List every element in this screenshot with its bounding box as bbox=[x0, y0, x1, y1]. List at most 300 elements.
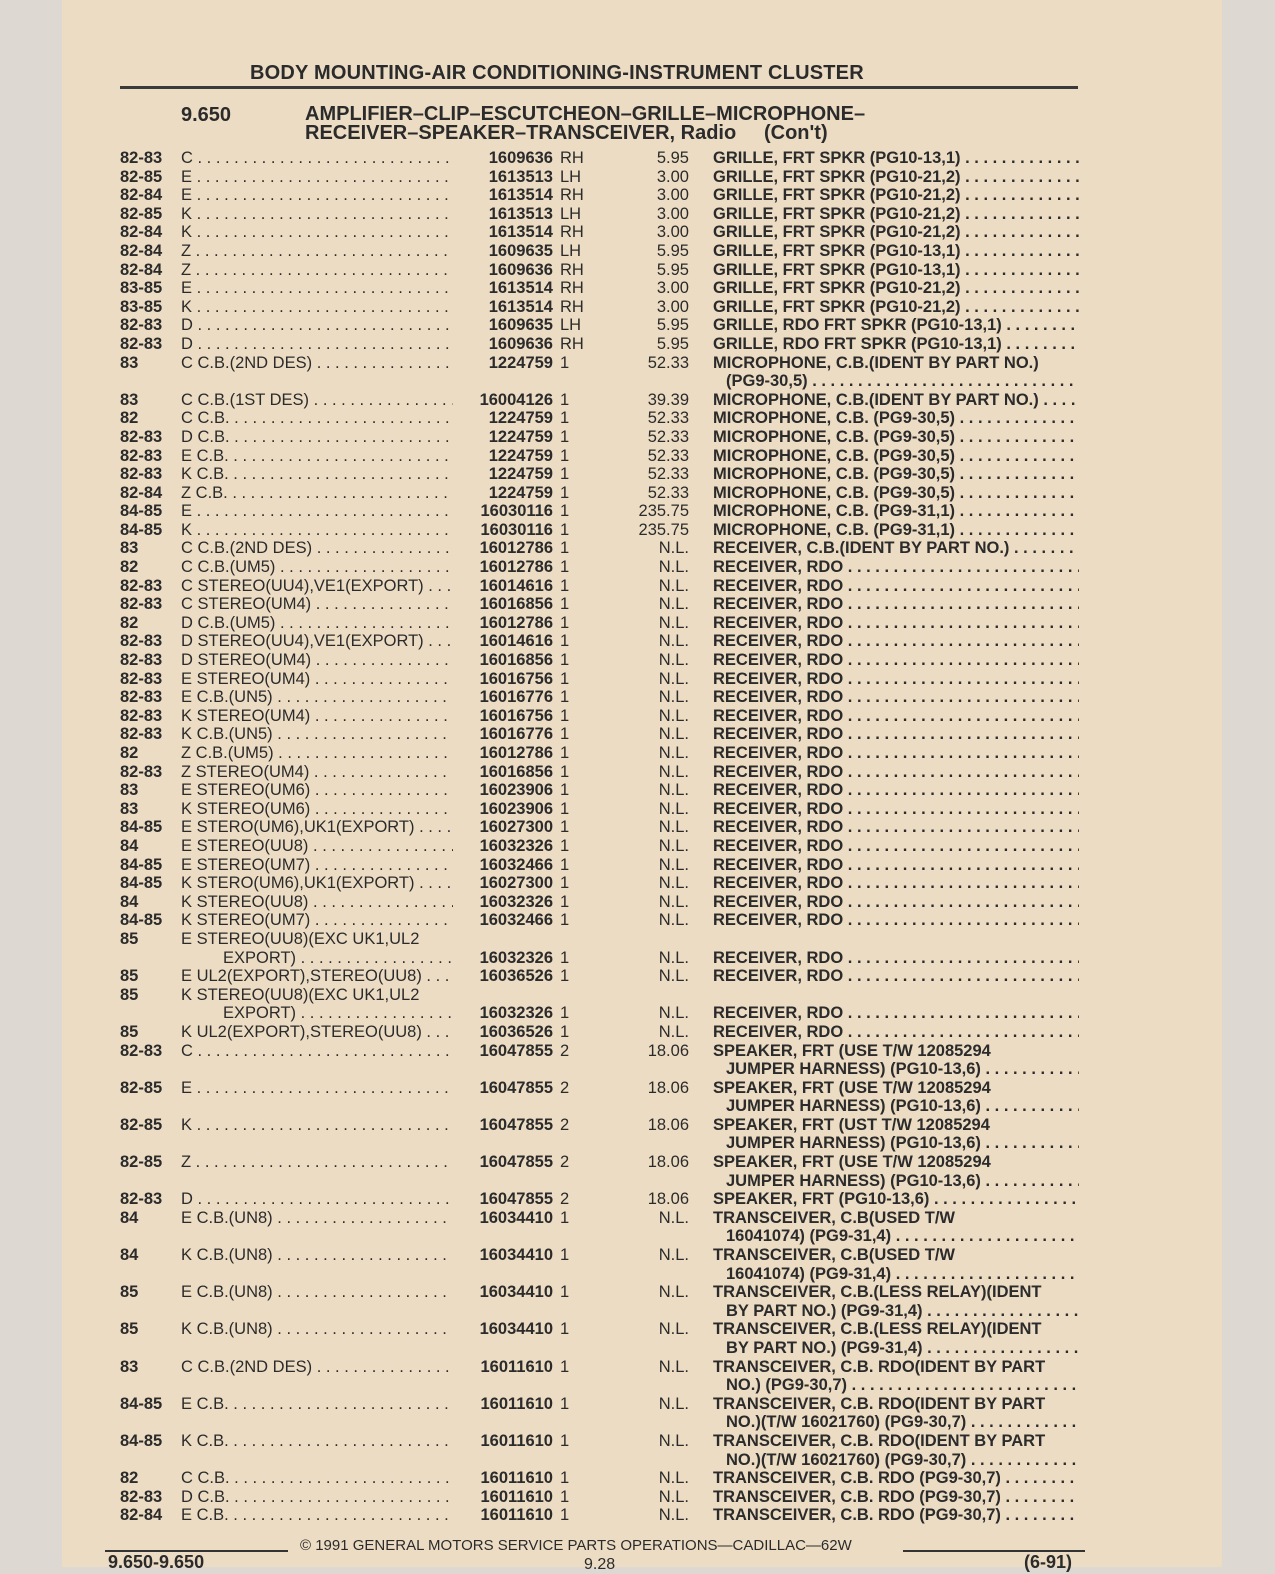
row-model-text: C STEREO(UM4) . . . bbox=[181, 595, 453, 613]
table-row bbox=[0, 186, 1275, 205]
row-years: 82-83 bbox=[120, 1190, 163, 1209]
row-model-text: Z . . . bbox=[181, 1153, 453, 1171]
table-row bbox=[0, 205, 1275, 224]
row-model bbox=[181, 447, 453, 466]
table-row bbox=[0, 261, 1275, 280]
row-description bbox=[713, 856, 1079, 875]
row-price: N.L. bbox=[658, 576, 689, 595]
row-years: 85 bbox=[120, 985, 139, 1004]
row-description bbox=[713, 261, 1079, 280]
row-model-text: E STERO(UM6),UK1(EXPORT) . . . bbox=[181, 818, 453, 836]
table-row bbox=[0, 391, 1275, 410]
row-years: 82-83 bbox=[120, 446, 163, 465]
row-model-text: K STEREO(UU8)(EXC UK1,UL2 bbox=[181, 985, 420, 1004]
row-description bbox=[713, 354, 1079, 391]
row-price: N.L. bbox=[658, 744, 689, 762]
row-quantity: 1 bbox=[560, 483, 570, 502]
table-row bbox=[0, 1190, 1275, 1209]
row-years: 84-85 bbox=[120, 520, 163, 539]
row-price: N.L. bbox=[658, 1246, 689, 1265]
row-description bbox=[713, 688, 1079, 707]
row-model bbox=[181, 688, 453, 707]
row-price: 18.06 bbox=[647, 1041, 689, 1060]
row-description-text: GRILLE, FRT SPKR (PG10-21,2) . . . bbox=[713, 168, 1079, 187]
row-model bbox=[181, 967, 453, 986]
row-model bbox=[181, 242, 453, 261]
row-years: 84-85 bbox=[120, 874, 163, 893]
row-price: N.L. bbox=[658, 632, 689, 651]
table-row bbox=[0, 1023, 1275, 1042]
row-quantity: 1 bbox=[560, 651, 570, 670]
row-description bbox=[713, 1283, 1079, 1320]
row-description-text: GRILLE, FRT SPKR (PG10-21,2) . . . bbox=[713, 223, 1079, 242]
table-row bbox=[0, 930, 1275, 967]
row-price: 5.95 bbox=[656, 241, 689, 260]
row-part-number: 16032326 bbox=[479, 948, 553, 967]
row-model bbox=[181, 316, 453, 335]
row-price: 52.33 bbox=[647, 427, 689, 446]
row-years: 82-83 bbox=[120, 1487, 163, 1506]
table-row bbox=[0, 539, 1275, 558]
row-quantity: 1 bbox=[560, 1469, 570, 1488]
row-model-text: Z . . . bbox=[181, 261, 453, 279]
row-price: N.L. bbox=[658, 892, 689, 911]
row-price: 235.75 bbox=[638, 520, 689, 539]
row-years: 82-83 bbox=[120, 725, 163, 744]
row-model-text: E C.B.(UN5) . . . bbox=[181, 688, 453, 706]
table-row bbox=[0, 168, 1275, 187]
row-years: 85 bbox=[120, 1283, 139, 1302]
row-model bbox=[181, 205, 453, 224]
row-model-text-cont: EXPORT) . . . bbox=[181, 1004, 453, 1023]
row-model bbox=[181, 632, 453, 651]
table-row bbox=[0, 1283, 1275, 1320]
row-years: 82-84 bbox=[120, 260, 163, 279]
row-description-text: RECEIVER, RDO . . . bbox=[713, 632, 1079, 651]
row-years: 85 bbox=[120, 1320, 139, 1339]
row-description-text: GRILLE, FRT SPKR (PG10-21,2) . . . bbox=[713, 205, 1079, 224]
row-price: N.L. bbox=[658, 688, 689, 707]
row-description bbox=[713, 725, 1079, 744]
row-quantity: 1 bbox=[560, 781, 570, 800]
row-years: 84-85 bbox=[120, 911, 163, 930]
row-quantity: 1 bbox=[560, 502, 570, 521]
row-years: 83 bbox=[120, 539, 139, 558]
row-price: N.L. bbox=[658, 1320, 689, 1339]
table-row bbox=[0, 1488, 1275, 1507]
row-model-text: K C.B.(UN8) . . . bbox=[181, 1320, 453, 1338]
row-quantity: RH bbox=[560, 279, 584, 298]
row-years: 83 bbox=[120, 390, 139, 409]
row-description bbox=[713, 670, 1079, 689]
row-description bbox=[713, 837, 1079, 856]
row-price: 18.06 bbox=[647, 1078, 689, 1097]
row-part-number: 16032326 bbox=[479, 892, 553, 911]
row-years: 84 bbox=[120, 892, 139, 911]
row-part-number: 1613514 bbox=[488, 186, 553, 205]
row-model bbox=[181, 1358, 453, 1377]
row-description bbox=[713, 967, 1079, 986]
row-quantity: 1 bbox=[560, 874, 570, 893]
row-quantity: RH bbox=[560, 223, 584, 242]
row-part-number: 16034410 bbox=[479, 1246, 553, 1265]
row-quantity: 1 bbox=[560, 855, 570, 874]
row-quantity: 2 bbox=[560, 1078, 570, 1097]
row-years: 84-85 bbox=[120, 855, 163, 874]
row-price: N.L. bbox=[658, 1506, 689, 1525]
row-model bbox=[181, 1320, 453, 1339]
row-price: 18.06 bbox=[647, 1153, 689, 1172]
row-model-text: K . . . bbox=[181, 298, 453, 316]
row-quantity: 1 bbox=[560, 1320, 570, 1339]
row-description-text: RECEIVER, RDO . . . bbox=[713, 967, 1079, 986]
row-quantity: 2 bbox=[560, 1041, 570, 1060]
row-quantity: 1 bbox=[560, 465, 570, 484]
row-description bbox=[713, 242, 1079, 261]
row-model-text: C C.B. . . . bbox=[181, 1469, 453, 1487]
row-years: 84 bbox=[120, 836, 139, 855]
row-model-text: D STEREO(UM4) . . . bbox=[181, 651, 453, 669]
row-price: 5.95 bbox=[656, 316, 689, 335]
row-model-text: C C.B.(2ND DES) . . . bbox=[181, 539, 453, 557]
row-model-text: D . . . bbox=[181, 316, 453, 334]
row-part-number: 16011610 bbox=[480, 1506, 553, 1525]
row-description-text: RECEIVER, RDO . . . bbox=[713, 818, 1079, 837]
row-description bbox=[713, 893, 1079, 912]
row-model bbox=[181, 595, 453, 614]
row-model bbox=[181, 1395, 453, 1414]
table-row bbox=[0, 558, 1275, 577]
row-part-number: 16011610 bbox=[480, 1469, 553, 1488]
table-row bbox=[0, 986, 1275, 1023]
row-description bbox=[713, 1432, 1079, 1469]
row-description-text-cont: JUMPER HARNESS) (PG10-13,6) . . . bbox=[713, 1060, 1079, 1079]
row-part-number: 16047855 bbox=[479, 1115, 553, 1134]
row-quantity: 1 bbox=[560, 446, 570, 465]
row-model-text: K C.B. . . . bbox=[181, 1432, 453, 1450]
row-description bbox=[713, 186, 1079, 205]
row-model-text: K . . . bbox=[181, 223, 453, 241]
row-part-number: 16030116 bbox=[480, 520, 553, 539]
row-price: N.L. bbox=[658, 799, 689, 818]
table-row bbox=[0, 874, 1275, 893]
row-part-number: 16014616 bbox=[479, 576, 553, 595]
row-model-text: K C.B.(UN8) . . . bbox=[181, 1246, 453, 1264]
header-rule bbox=[120, 86, 1078, 89]
row-description-text-cont: JUMPER HARNESS) (PG10-13,6) . . . bbox=[713, 1097, 1079, 1116]
row-part-number: 16032326 bbox=[479, 1004, 553, 1023]
section-title-line1: AMPLIFIER–CLIP–ESCUTCHEON–GRILLE–MICROPHONE– bbox=[305, 103, 866, 125]
row-description-text: RECEIVER, RDO . . . bbox=[713, 595, 1079, 614]
row-years: 82-85 bbox=[120, 1115, 163, 1134]
row-description-text: RECEIVER, C.B.(IDENT BY PART NO.) . . . bbox=[713, 539, 1079, 558]
table-row bbox=[0, 223, 1275, 242]
row-quantity: 1 bbox=[560, 967, 570, 986]
row-model-text: C . . . bbox=[181, 149, 453, 167]
row-price: 52.33 bbox=[647, 465, 689, 484]
row-description bbox=[713, 1023, 1079, 1042]
row-part-number: 16034410 bbox=[479, 1283, 553, 1302]
row-price: N.L. bbox=[658, 836, 689, 855]
row-description-text: RECEIVER, RDO . . . bbox=[713, 1023, 1079, 1042]
row-model-text: E C.B. . . . bbox=[181, 1506, 453, 1524]
row-quantity: LH bbox=[560, 167, 582, 186]
section-number: 9.650 bbox=[181, 104, 232, 126]
row-description-text: RECEIVER, RDO . . . bbox=[713, 763, 1079, 782]
row-description-text: MICROPHONE, C.B. (PG9-31,1) . . . bbox=[713, 521, 1079, 540]
row-model bbox=[181, 335, 453, 354]
table-row bbox=[0, 354, 1275, 391]
row-part-number: 16016856 bbox=[479, 595, 553, 614]
row-model bbox=[181, 837, 453, 856]
row-part-number: 16027300 bbox=[479, 874, 553, 893]
row-part-number: 16023906 bbox=[479, 799, 553, 818]
row-model bbox=[181, 1488, 453, 1507]
row-model bbox=[181, 391, 453, 410]
row-quantity: 1 bbox=[560, 1357, 570, 1376]
row-quantity: 2 bbox=[560, 1115, 570, 1134]
row-model-text: Z C.B. . . . bbox=[181, 484, 453, 502]
row-model-text: K STEREO(UU8) . . . bbox=[181, 893, 453, 911]
row-years: 84-85 bbox=[120, 502, 163, 521]
row-model bbox=[181, 986, 453, 1023]
row-model-text: D C.B. . . . bbox=[181, 1488, 453, 1506]
row-quantity: 1 bbox=[560, 1246, 570, 1265]
row-part-number: 16016776 bbox=[479, 688, 553, 707]
row-model-text: C C.B.(2ND DES) . . . bbox=[181, 354, 453, 372]
row-quantity: 1 bbox=[560, 595, 570, 614]
row-model-text: E UL2(EXPORT),STEREO(UU8) . . . bbox=[181, 967, 453, 985]
row-description bbox=[713, 1469, 1079, 1488]
row-part-number: 16032326 bbox=[479, 836, 553, 855]
footer-section-range: 9.650-9.650 bbox=[108, 1552, 205, 1572]
row-years: 82-84 bbox=[120, 186, 163, 205]
row-years: 82-85 bbox=[120, 167, 163, 186]
row-part-number: 16016756 bbox=[479, 706, 553, 725]
row-model bbox=[181, 856, 453, 875]
table-row bbox=[0, 800, 1275, 819]
row-model bbox=[181, 744, 453, 763]
row-quantity: 1 bbox=[560, 688, 570, 707]
row-description bbox=[713, 391, 1079, 410]
row-price: N.L. bbox=[658, 1487, 689, 1506]
row-model-text: C C.B. . . . bbox=[181, 409, 453, 427]
row-years: 84-85 bbox=[120, 1394, 163, 1413]
row-years: 83 bbox=[120, 1357, 139, 1376]
row-years: 85 bbox=[120, 967, 139, 986]
row-description-text: MICROPHONE, C.B. (PG9-31,1) . . . bbox=[713, 502, 1079, 521]
row-price: N.L. bbox=[658, 558, 689, 577]
row-description-text: MICROPHONE, C.B.(IDENT BY PART NO.) bbox=[713, 353, 1039, 372]
row-description-text: TRANSCEIVER, C.B.(LESS RELAY)(IDENT bbox=[713, 1283, 1042, 1302]
row-model bbox=[181, 261, 453, 280]
row-model-text: E . . . bbox=[181, 279, 453, 297]
table-row bbox=[0, 632, 1275, 651]
table-row bbox=[0, 279, 1275, 298]
row-model-text: E STEREO(UU8) . . . bbox=[181, 837, 453, 855]
row-model bbox=[181, 911, 453, 930]
row-description-text-cont: BY PART NO.) (PG9-31,4) . . . bbox=[713, 1339, 1079, 1358]
row-years: 82-83 bbox=[120, 316, 163, 335]
row-years: 85 bbox=[120, 929, 139, 948]
row-price: N.L. bbox=[658, 725, 689, 744]
row-quantity: 1 bbox=[560, 706, 570, 725]
row-model-text: E STEREO(UM4) . . . bbox=[181, 670, 453, 688]
row-price: N.L. bbox=[658, 911, 689, 930]
table-row bbox=[0, 149, 1275, 168]
row-part-number: 1609636 bbox=[488, 334, 553, 353]
section-title-line2: RECEIVER–SPEAKER–TRANSCEIVER, Radio (Con't) bbox=[305, 122, 828, 144]
row-model-text: K STEREO(UM6) . . . bbox=[181, 800, 453, 818]
row-description bbox=[713, 1190, 1079, 1209]
row-years: 82-83 bbox=[120, 632, 163, 651]
row-model-text: K C.B.(UN5) . . . bbox=[181, 725, 453, 743]
row-quantity: 1 bbox=[560, 1004, 570, 1023]
row-description-text: GRILLE, RDO FRT SPKR (PG10-13,1) . . . bbox=[713, 335, 1079, 354]
row-description-text: SPEAKER, FRT (USE T/W 12085294 bbox=[713, 1078, 991, 1097]
row-price: 3.00 bbox=[656, 167, 689, 186]
row-years: 82-84 bbox=[120, 1506, 163, 1525]
row-description bbox=[713, 1116, 1079, 1153]
row-description-text-cont: 16041074) (PG9-31,4) . . . bbox=[713, 1227, 1079, 1246]
row-quantity: 1 bbox=[560, 1394, 570, 1413]
row-model-text: D C.B.(UM5) . . . bbox=[181, 614, 453, 632]
row-price: N.L. bbox=[658, 1394, 689, 1413]
row-part-number: 1224759 bbox=[488, 409, 553, 428]
row-part-number: 16014616 bbox=[479, 632, 553, 651]
row-model-text: K C.B. . . . bbox=[181, 465, 453, 483]
row-model bbox=[181, 354, 453, 373]
row-quantity: 1 bbox=[560, 892, 570, 911]
row-model-text: D C.B. . . . bbox=[181, 428, 453, 446]
row-years: 82-83 bbox=[120, 762, 163, 781]
row-years: 82-85 bbox=[120, 204, 163, 223]
table-row bbox=[0, 688, 1275, 707]
row-description-text: MICROPHONE, C.B. (PG9-30,5) . . . bbox=[713, 447, 1079, 466]
row-model-text: K STEREO(UM7) . . . bbox=[181, 911, 453, 929]
row-quantity: 1 bbox=[560, 632, 570, 651]
row-price: N.L. bbox=[658, 651, 689, 670]
row-part-number: 16032466 bbox=[479, 911, 553, 930]
row-price: 3.00 bbox=[656, 297, 689, 316]
row-model bbox=[181, 168, 453, 187]
table-row bbox=[0, 818, 1275, 837]
row-description-text: RECEIVER, RDO . . . bbox=[713, 781, 1079, 800]
row-description-text: MICROPHONE, C.B.(IDENT BY PART NO.) . . . bbox=[713, 391, 1079, 410]
row-model bbox=[181, 428, 453, 447]
row-price: 52.33 bbox=[647, 483, 689, 502]
row-model bbox=[181, 670, 453, 689]
row-model-text: K . . . bbox=[181, 1116, 453, 1134]
row-description-text-cont: NO.)(T/W 16021760) (PG9-30,7) . . . bbox=[713, 1413, 1079, 1432]
row-years: 83 bbox=[120, 353, 139, 372]
row-model-text: E . . . bbox=[181, 1079, 453, 1097]
table-row bbox=[0, 1320, 1275, 1357]
row-description-text: RECEIVER, RDO . . . bbox=[713, 670, 1079, 689]
row-part-number: 1224759 bbox=[488, 427, 553, 446]
table-row bbox=[0, 651, 1275, 670]
row-part-number: 16032466 bbox=[479, 855, 553, 874]
row-description bbox=[713, 781, 1079, 800]
table-row bbox=[0, 298, 1275, 317]
table-row bbox=[0, 1153, 1275, 1190]
row-model bbox=[181, 1116, 453, 1135]
table-row bbox=[0, 1395, 1275, 1432]
row-price: N.L. bbox=[658, 669, 689, 688]
row-quantity: 1 bbox=[560, 1431, 570, 1450]
row-quantity: 1 bbox=[560, 669, 570, 688]
row-description bbox=[713, 800, 1079, 819]
row-years: 82 bbox=[120, 409, 139, 428]
row-price: N.L. bbox=[658, 1004, 689, 1023]
row-model bbox=[181, 186, 453, 205]
row-model-text: K STEREO(UM4) . . . bbox=[181, 707, 453, 725]
table-row bbox=[0, 465, 1275, 484]
row-model bbox=[181, 1506, 453, 1525]
row-description bbox=[713, 149, 1079, 168]
row-part-number: 1613513 bbox=[488, 204, 553, 223]
table-row bbox=[0, 1432, 1275, 1469]
table-row bbox=[0, 595, 1275, 614]
row-description-text: RECEIVER, RDO . . . bbox=[713, 949, 1079, 967]
row-description-text: RECEIVER, RDO . . . bbox=[713, 856, 1079, 875]
row-part-number: 16016776 bbox=[479, 725, 553, 744]
row-description bbox=[713, 539, 1079, 558]
row-description-text: GRILLE, FRT SPKR (PG10-21,2) . . . bbox=[713, 298, 1079, 317]
row-years: 82-84 bbox=[120, 241, 163, 260]
row-description bbox=[713, 205, 1079, 224]
row-description bbox=[713, 465, 1079, 484]
row-years: 82-83 bbox=[120, 651, 163, 670]
row-part-number: 1609635 bbox=[488, 316, 553, 335]
row-price: N.L. bbox=[658, 613, 689, 632]
row-model-text: E STEREO(UU8)(EXC UK1,UL2 bbox=[181, 929, 420, 948]
row-description-text: MICROPHONE, C.B. (PG9-30,5) . . . bbox=[713, 428, 1079, 447]
row-part-number: 16047855 bbox=[479, 1153, 553, 1172]
table-row bbox=[0, 1042, 1275, 1079]
row-model bbox=[181, 577, 453, 596]
row-description bbox=[713, 949, 1079, 968]
row-part-number: 1224759 bbox=[488, 446, 553, 465]
row-years: 83-85 bbox=[120, 279, 163, 298]
row-quantity: 1 bbox=[560, 725, 570, 744]
table-row bbox=[0, 502, 1275, 521]
row-model bbox=[181, 930, 453, 967]
row-description-text: RECEIVER, RDO . . . bbox=[713, 558, 1079, 577]
row-model-text: K . . . bbox=[181, 521, 453, 539]
row-part-number: 1609636 bbox=[488, 260, 553, 279]
row-description-text: RECEIVER, RDO . . . bbox=[713, 725, 1079, 744]
table-row bbox=[0, 484, 1275, 503]
row-model bbox=[181, 1209, 453, 1228]
row-model bbox=[181, 558, 453, 577]
row-description bbox=[713, 874, 1079, 893]
row-part-number: 1224759 bbox=[488, 465, 553, 484]
row-description bbox=[713, 1246, 1079, 1283]
row-price: 3.00 bbox=[656, 204, 689, 223]
footer-page-number: 9.28 bbox=[584, 1556, 616, 1573]
row-part-number: 16036526 bbox=[479, 967, 553, 986]
row-years: 82-84 bbox=[120, 483, 163, 502]
row-description-text: SPEAKER, FRT (USE T/W 12085294 bbox=[713, 1153, 991, 1172]
row-quantity: RH bbox=[560, 334, 584, 353]
row-description bbox=[713, 614, 1079, 633]
row-price: N.L. bbox=[658, 1469, 689, 1488]
row-quantity: 2 bbox=[560, 1153, 570, 1172]
row-years: 85 bbox=[120, 1022, 139, 1041]
row-description-text: TRANSCEIVER, C.B. RDO(IDENT BY PART bbox=[713, 1357, 1046, 1376]
row-description-text-cont: JUMPER HARNESS) (PG10-13,6) . . . bbox=[713, 1134, 1079, 1153]
